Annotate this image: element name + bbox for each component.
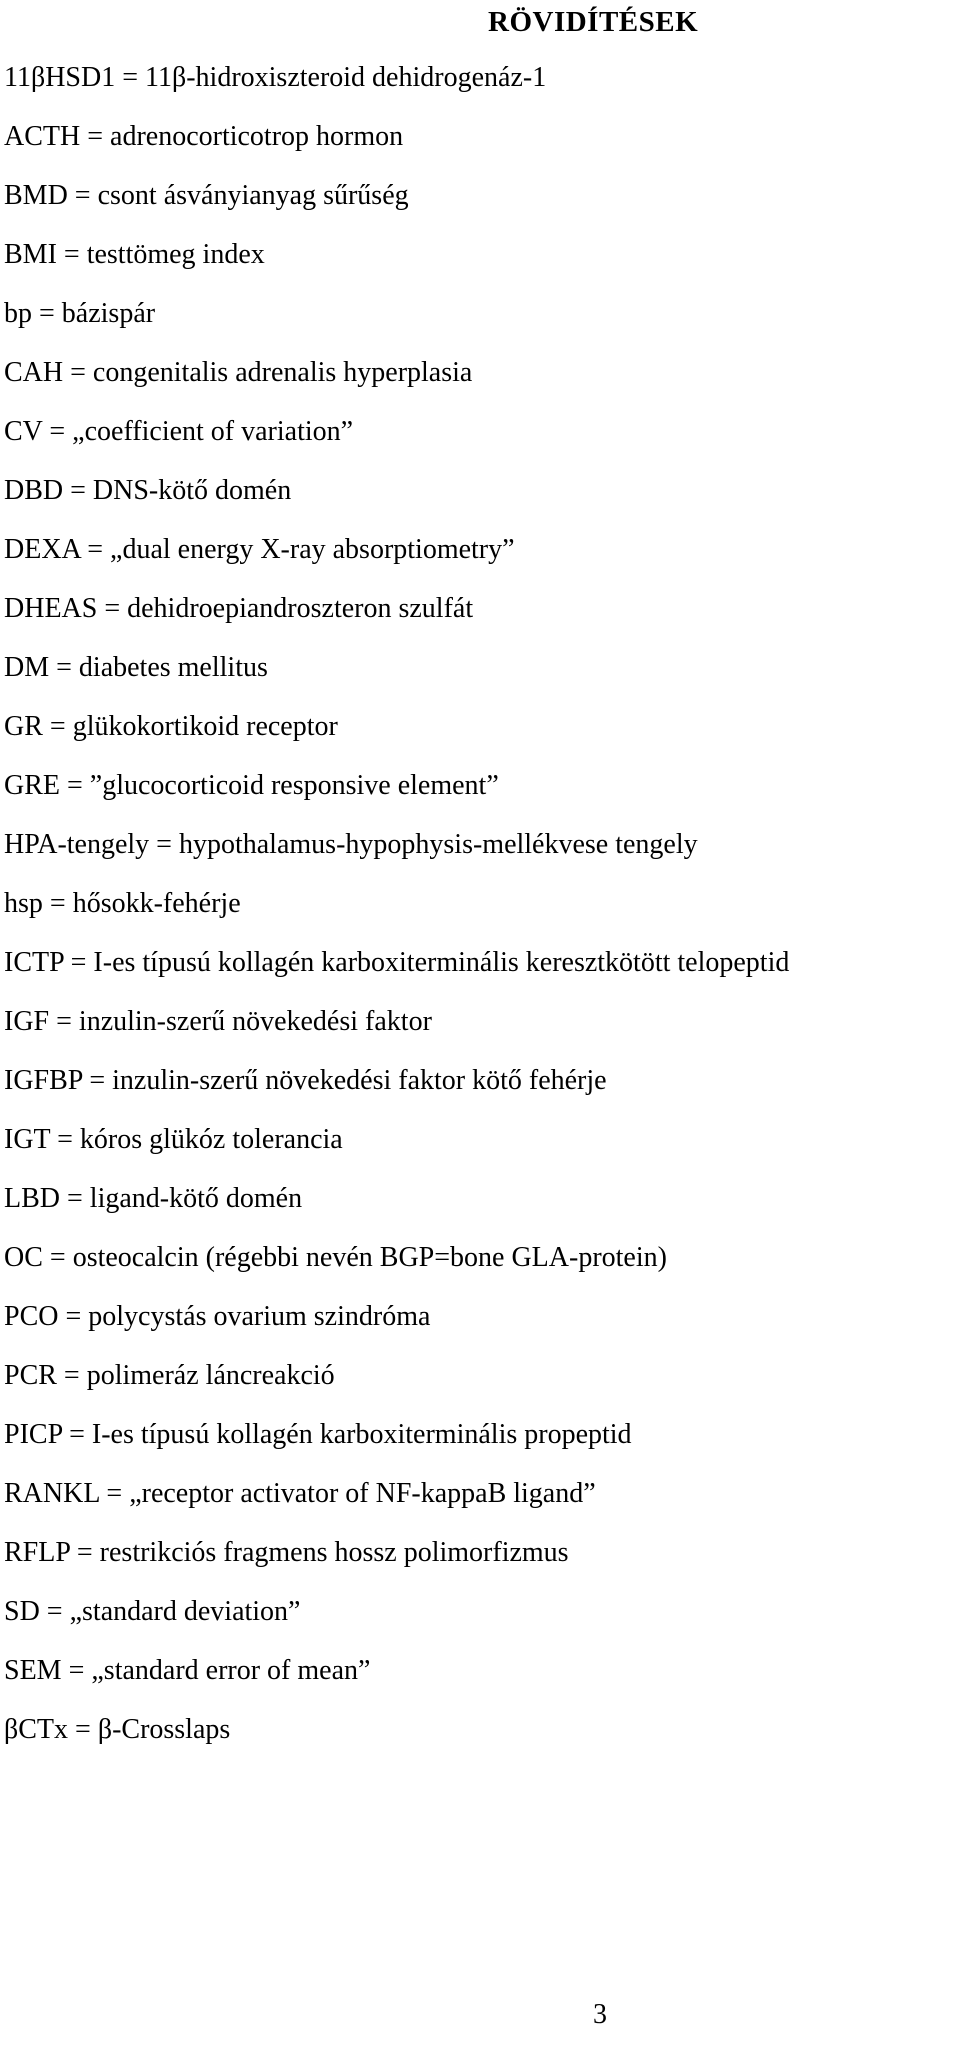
page-title: RÖVIDÍTÉSEK (488, 6, 699, 38)
abbreviation-item: PCR = polimeráz láncreakció (4, 1360, 335, 1391)
abbreviation-item: PICP = I-es típusú kollagén karboxiterminális propeptid (4, 1419, 632, 1450)
abbreviation-item: DEXA = „dual energy X-ray absorptiometry” (4, 534, 515, 565)
abbreviation-item: GRE = ”glucocorticoid responsive element” (4, 770, 499, 801)
abbreviation-item: RFLP = restrikciós fragmens hossz polimorfizmus (4, 1537, 569, 1568)
abbreviation-item: BMD = csont ásványianyag sűrűség (4, 180, 409, 211)
abbreviation-item: IGF = inzulin-szerű növekedési faktor (4, 1006, 432, 1037)
abbreviation-item: PCO = polycystás ovarium szindróma (4, 1301, 431, 1332)
abbreviation-item: GR = glükokortikoid receptor (4, 711, 338, 742)
abbreviation-item: LBD = ligand-kötő domén (4, 1183, 303, 1214)
abbreviation-item: CV = „coefficient of variation” (4, 416, 354, 447)
abbreviation-item: OC = osteocalcin (régebbi nevén BGP=bone GLA-protein) (4, 1242, 667, 1273)
abbreviation-item: ACTH = adrenocorticotrop hormon (4, 121, 404, 152)
abbreviation-item: 11βHSD1 = 11β-hidroxiszteroid dehidrogenáz-1 (4, 62, 547, 93)
abbreviation-item: RANKL = „receptor activator of NF-kappaB ligand” (4, 1478, 596, 1509)
abbreviation-item: HPA-tengely = hypothalamus-hypophysis-mellékvese tengely (4, 829, 698, 860)
abbreviation-item: hsp = hősokk-fehérje (4, 888, 241, 919)
abbreviation-item: DHEAS = dehidroepiandroszteron szulfát (4, 593, 474, 624)
abbreviation-item: βCTx = β-Crosslaps (4, 1714, 231, 1745)
abbreviation-item: BMI = testtömeg index (4, 239, 265, 270)
abbreviation-item: IGT = kóros glükóz tolerancia (4, 1124, 343, 1155)
abbreviation-item: SEM = „standard error of mean” (4, 1655, 371, 1686)
abbreviation-item: bp = bázispár (4, 298, 156, 329)
page-number: 3 (593, 1999, 607, 2030)
abbreviation-item: CAH = congenitalis adrenalis hyperplasia (4, 357, 473, 388)
abbreviation-item: IGFBP = inzulin-szerű növekedési faktor kötő fehérje (4, 1065, 607, 1096)
abbreviation-item: DBD = DNS-kötő domén (4, 475, 292, 506)
abbreviation-item: SD = „standard deviation” (4, 1596, 301, 1627)
abbreviation-list (4, 58, 789, 1769)
abbreviation-item: ICTP = I-es típusú kollagén karboxiterminális keresztkötött telopeptid (4, 947, 790, 978)
abbreviation-item: DM = diabetes mellitus (4, 652, 268, 683)
